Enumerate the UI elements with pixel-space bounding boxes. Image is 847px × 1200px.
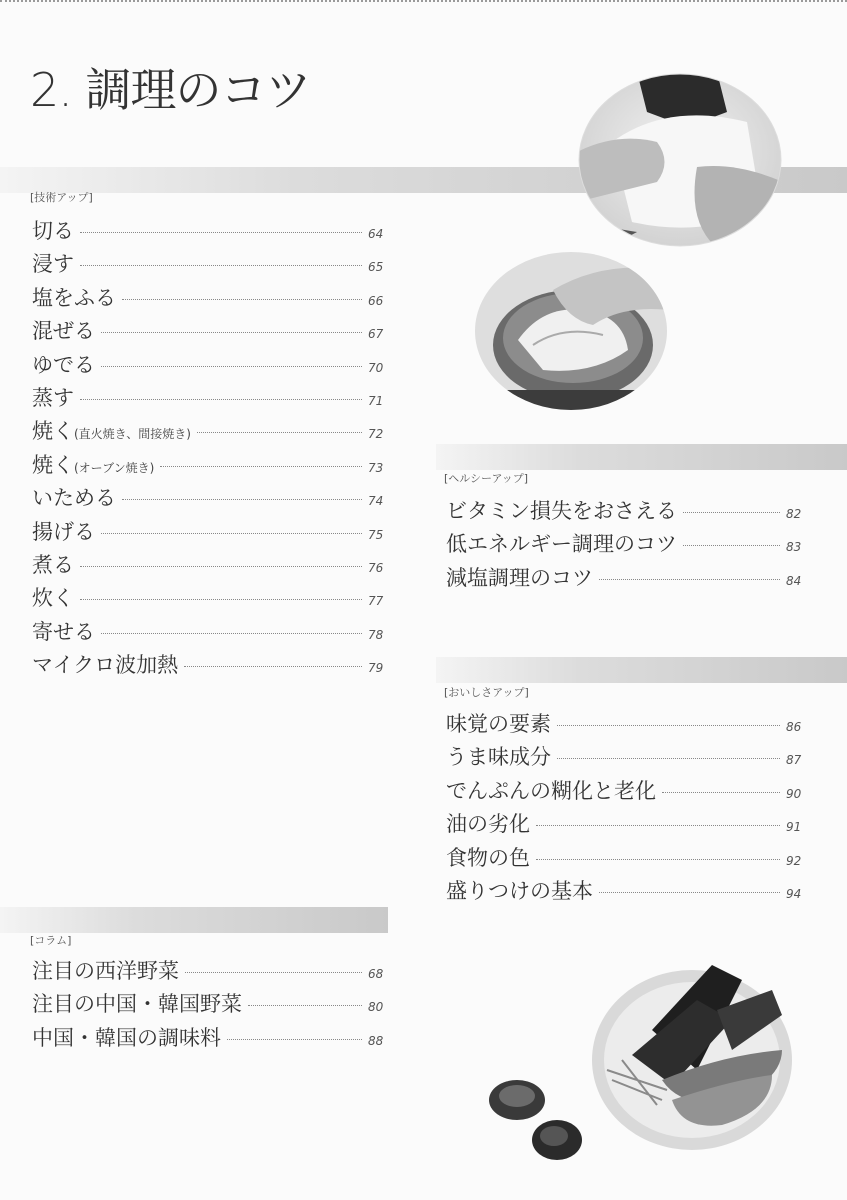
leader-dots [662, 791, 780, 793]
leader-dots [536, 858, 780, 860]
toc-item[interactable] [446, 811, 808, 844]
toc-item-page-number: 92 [786, 853, 802, 868]
toc-item[interactable] [32, 352, 390, 385]
toc-item-page-number: 72 [368, 427, 384, 442]
toc-item[interactable] [32, 285, 390, 318]
leader-dots [101, 632, 362, 634]
toc-item-label-wrap [32, 452, 154, 481]
toc-item[interactable] [32, 251, 390, 284]
leader-dots [122, 298, 362, 300]
toc-item[interactable] [446, 498, 808, 531]
toc-item-label: うま味成分 [446, 745, 551, 770]
toc-item-label: 盛りつけの基本 [446, 878, 593, 903]
toc-item-label: 注目の中国・韓国野菜 [32, 992, 242, 1017]
toc-item-label-wrap [446, 778, 656, 804]
toc-item-note: (直火焼き、間接焼き) [74, 427, 191, 442]
toc-item-label-wrap [446, 498, 677, 524]
toc-item[interactable] [32, 652, 390, 685]
leader-dots [185, 971, 362, 973]
toc-item-label: 食物の色 [446, 845, 530, 870]
photo-kelp-mushrooms [482, 960, 794, 1170]
toc-item-label: 焼く [32, 452, 74, 477]
toc-item-page-number: 77 [368, 594, 384, 609]
toc-item-label: 減塩調理のコツ [446, 565, 593, 590]
toc-item-page-number: 86 [786, 720, 802, 734]
toc-list-skills [32, 218, 390, 685]
toc-item-label: 揚げる [32, 519, 95, 544]
leader-dots [599, 578, 780, 580]
toc-item-page-number: 70 [368, 360, 384, 375]
toc-item-label: 中国・韓国の調味料 [32, 1025, 221, 1050]
toc-item-label-wrap [32, 485, 116, 511]
toc-item-label-wrap [32, 619, 95, 645]
toc-item-label: ビタミン損失をおさえる [446, 499, 677, 523]
toc-item-label: 寄せる [32, 619, 95, 644]
toc-item-page-number: 88 [368, 1033, 384, 1048]
leader-dots [227, 1038, 362, 1040]
toc-item[interactable] [446, 744, 808, 777]
leader-dots [80, 565, 362, 567]
toc-item-page-number: 90 [786, 786, 802, 801]
leader-dots [122, 498, 362, 500]
leader-dots [557, 757, 780, 759]
toc-item[interactable] [446, 711, 808, 744]
leader-dots [80, 231, 362, 233]
toc-item-page-number: 73 [368, 460, 384, 475]
leader-dots [557, 724, 780, 726]
toc-item-page-number: 82 [786, 507, 802, 521]
toc-item-page-number: 66 [368, 293, 384, 308]
section-band-tasty [436, 657, 847, 683]
leader-dots [160, 465, 362, 467]
toc-item-label-wrap [32, 418, 191, 447]
toc-item-label: ゆでる [32, 352, 95, 377]
toc-item-note: (オーブン焼き) [74, 460, 155, 475]
toc-item-label-wrap [446, 744, 551, 770]
section-label-column: [コラム] [30, 934, 72, 947]
toc-item-page-number: 65 [368, 260, 384, 275]
page-title: 2. 調理のコツ [30, 63, 311, 117]
toc-list-tasty [446, 711, 808, 911]
toc-item-label-wrap [446, 565, 593, 591]
leader-dots [101, 365, 362, 367]
toc-item[interactable] [32, 1025, 390, 1058]
toc-item-page-number: 87 [786, 753, 802, 768]
toc-item-page-number: 83 [786, 540, 802, 555]
toc-item-label: マイクロ波加熱 [32, 653, 179, 678]
toc-list-column [32, 958, 390, 1058]
toc-item[interactable] [32, 519, 390, 552]
toc-item-page-number: 68 [368, 967, 384, 981]
toc-item-label-wrap [446, 531, 677, 557]
leader-dots [599, 891, 780, 893]
toc-item[interactable] [446, 531, 808, 564]
leader-dots [80, 264, 362, 266]
toc-item-label: でんぷんの糊化と老化 [446, 778, 656, 803]
toc-item-label-wrap [446, 878, 593, 904]
section-label-skills: [技術アップ] [30, 191, 93, 204]
toc-item-label-wrap [446, 711, 551, 737]
leader-dots [184, 665, 362, 667]
toc-item[interactable] [446, 778, 808, 811]
toc-item[interactable] [32, 485, 390, 518]
toc-item-page-number: 80 [368, 1000, 384, 1015]
toc-item[interactable] [32, 958, 390, 991]
toc-item-page-number: 67 [368, 327, 384, 342]
toc-item-page-number: 74 [368, 494, 384, 509]
toc-item-label: 浸す [32, 252, 74, 277]
toc-item-page-number: 78 [368, 627, 384, 642]
toc-item-label: 炊く [32, 586, 74, 611]
toc-item[interactable] [32, 585, 390, 618]
leader-dots [101, 331, 362, 333]
photo-bowl-cabbage [473, 250, 669, 412]
toc-item-label: 切る [32, 219, 74, 243]
leader-dots [536, 824, 780, 826]
leader-dots [80, 598, 362, 600]
toc-item-label: 油の劣化 [446, 812, 530, 837]
toc-item-label-wrap [446, 811, 530, 837]
toc-item-label-wrap [32, 318, 95, 344]
toc-item[interactable] [446, 845, 808, 878]
toc-item-label: 煮る [32, 552, 74, 577]
toc-item-label-wrap [32, 958, 179, 984]
toc-item-page-number: 84 [786, 573, 802, 588]
photo-hands-cloth [577, 72, 783, 248]
leader-dots [683, 544, 780, 546]
toc-item-label: 塩をふる [32, 285, 116, 310]
toc-item-label: いためる [32, 486, 116, 511]
toc-item[interactable] [32, 552, 390, 585]
toc-item[interactable] [32, 218, 390, 251]
toc-item[interactable] [32, 318, 390, 351]
toc-item-label-wrap [32, 352, 95, 378]
toc-item-label: 味覚の要素 [446, 712, 551, 736]
toc-item-label: 低エネルギー調理のコツ [446, 532, 677, 557]
leader-dots [248, 1004, 362, 1006]
toc-item-page-number: 79 [368, 661, 384, 676]
toc-item[interactable] [32, 619, 390, 652]
leader-dots [101, 532, 362, 534]
toc-item-label-wrap [32, 652, 178, 678]
toc-list-healthy [446, 498, 808, 598]
toc-item-page-number: 94 [786, 886, 802, 901]
toc-item-page-number: 71 [368, 393, 384, 408]
toc-item-label: 注目の西洋野菜 [32, 959, 179, 983]
section-band-column [0, 907, 388, 933]
leader-dots [683, 511, 780, 513]
toc-item-label-wrap [32, 385, 74, 411]
toc-item[interactable] [32, 452, 390, 485]
section-label-healthy: [ヘルシーアップ] [444, 472, 528, 485]
toc-item-label: 混ぜる [32, 319, 95, 344]
toc-item-page-number: 64 [368, 227, 384, 241]
toc-item-label: 蒸す [32, 385, 74, 410]
toc-item-page-number: 75 [368, 527, 384, 542]
toc-item-label-wrap [32, 585, 74, 611]
toc-item-label-wrap [32, 552, 74, 578]
section-label-tasty: [おいしさアップ] [444, 686, 529, 699]
toc-item-page-number: 91 [786, 820, 802, 835]
leader-dots [197, 431, 362, 433]
toc-item-label-wrap [32, 285, 116, 311]
toc-item[interactable] [446, 878, 808, 911]
toc-item-label-wrap [446, 845, 530, 871]
toc-item[interactable] [32, 991, 390, 1024]
section-band-healthy [436, 444, 847, 470]
toc-item[interactable] [32, 385, 390, 418]
toc-item-label-wrap [32, 1025, 221, 1051]
toc-item-label-wrap [32, 519, 95, 545]
toc-item-label-wrap [32, 991, 242, 1017]
toc-item-page-number: 76 [368, 560, 384, 575]
toc-item-label: 焼く [32, 419, 74, 444]
toc-item-label-wrap [32, 218, 74, 244]
top-dotted-border [0, 0, 847, 6]
toc-item[interactable] [32, 418, 390, 451]
leader-dots [80, 398, 362, 400]
toc-item[interactable] [446, 565, 808, 598]
toc-item-label-wrap [32, 251, 74, 277]
